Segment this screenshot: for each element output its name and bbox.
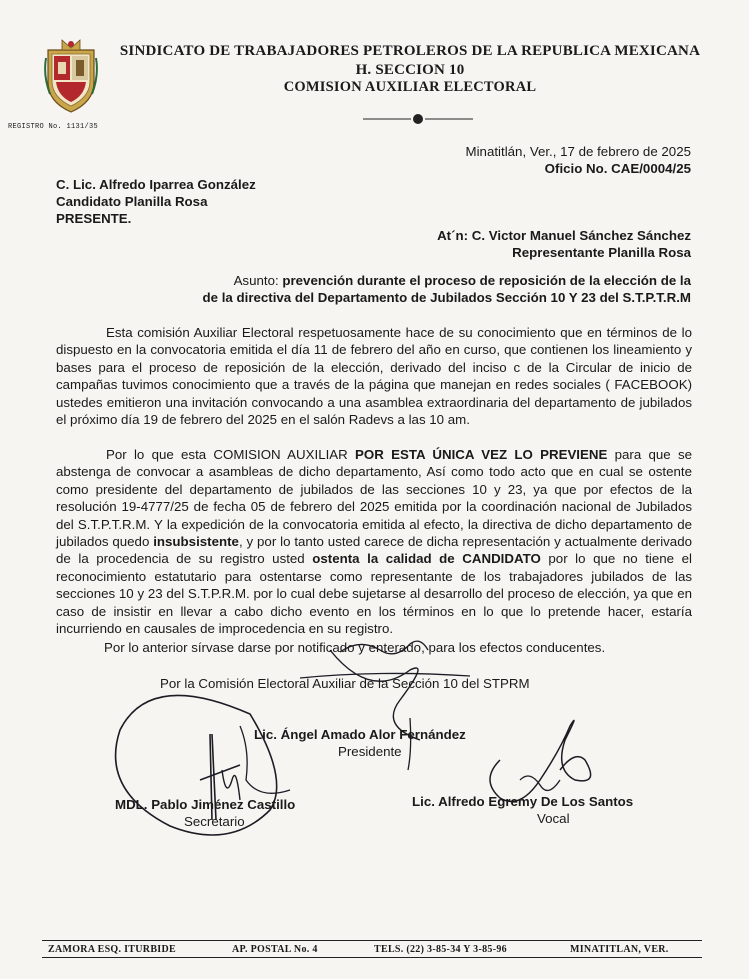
header-ornament	[363, 112, 473, 126]
footer-address: ZAMORA ESQ. ITURBIDE	[48, 944, 176, 955]
footer-bottom-rule	[42, 957, 702, 958]
oficio-number: Oficio No. CAE/0004/25	[544, 161, 691, 176]
p2-part-a: Por lo que esta COMISION AUXILIAR	[106, 447, 356, 462]
recipient-role: Candidato Planilla Rosa	[56, 194, 208, 209]
attention-line: At´n: C. Victor Manuel Sánchez Sánchez	[437, 228, 691, 243]
secretary-name: MDL. Pablo Jiménez Castillo	[115, 797, 296, 812]
footer-po-box: AP. POSTAL No. 4	[232, 944, 318, 955]
signoff-text: Por la Comisión Electoral Auxiliar de la Sección 10 del STPRM	[160, 676, 530, 691]
footer-city: MINATITLAN, VER.	[570, 944, 669, 955]
attention-role: Representante Planilla Rosa	[512, 245, 691, 260]
subject-line-2: de la directiva del Departamento de Jubilados Sección 10 Y 23 del S.T.P.T.R.M	[202, 290, 691, 305]
vocal-role: Vocal	[537, 811, 570, 826]
subject-text-1: prevención durante el proceso de reposición de la elección de la	[282, 273, 691, 288]
paragraph-2	[56, 446, 692, 637]
union-name: SINDICATO DE TRABAJADORES PETROLEROS DE LA REPUBLICA MEXICANA	[119, 43, 701, 59]
commission-name: COMISION AUXILIAR ELECTORAL	[283, 79, 537, 95]
presente: PRESENTE.	[56, 211, 132, 226]
closing-text: Por lo anterior sírvase darse por notificado y enterado, para los efectos conducentes.	[104, 640, 606, 655]
p2-candidato: ostenta la calidad de CANDIDATO	[312, 551, 541, 567]
paragraph-1: Esta comisión Auxiliar Electoral respetuosamente hace de su conocimiento que en términos de lo dispuesto en la convocatoria emitida el día 11 de febrero del año en curso, que contienen los lineamiento y bases para el proceso de reposición de la elección, derivado del inciso c de la Circular de inicio de campañas tuvimos conocimiento que a través de la página que manejan en redes sociales ( FACEBOOK) ustedes emitieron una invitación convocando a una asamblea extraordinaria del departamento de jubilados el próximo día 19 de febrero del 2025 en el salón Radevs a las 10 am.	[56, 325, 692, 428]
subject-line-1	[234, 273, 691, 288]
footer-top-rule	[42, 940, 702, 941]
president-name: Lic. Ángel Amado Alor Fernández	[254, 727, 466, 742]
registro-number: REGISTRO No. 1131/35	[8, 123, 99, 131]
p2-part-g: por lo que no tiene el reconocimiento estatutario para ostentarse como representante de los trabajadores jubilados de las secciones 10 y 23 del S.T.P.R.M. por lo cual debe sujetarse al desarrollo del proceso de elección, ya que en caso de insistir en llevar a cabo dicho evento en los términos en lo que lo pretende hacer, estaría incurriendo en causales de improcedencia en su registro.	[56, 551, 692, 637]
section-name: H. SECCION 10	[355, 62, 465, 78]
p2-insubsistente: insubsistente	[153, 534, 239, 550]
subject-label: Asunto:	[233, 273, 279, 288]
president-role: Presidente	[338, 744, 402, 759]
place-date: Minatitlán, Ver., 17 de febrero de 2025	[465, 144, 691, 159]
recipient-name: C. Lic. Alfredo Iparrea González	[56, 177, 256, 192]
footer-phones: TELS. (22) 3-85-34 Y 3-85-96	[374, 944, 507, 955]
vocal-name: Lic. Alfredo Egremy De Los Santos	[412, 794, 634, 809]
p2-warning: POR ESTA ÚNICA VEZ LO PREVIENE	[355, 447, 608, 462]
p2-part-e: , y por lo tanto usted carece de dicha representación y actualmente derivado de la procedencia de su registro usted	[56, 534, 692, 567]
secretary-role: Secretario	[184, 814, 245, 829]
union-emblem-logo	[44, 36, 98, 114]
p2-part-c: para que se abstenga de convocar a asambleas de dicho departamento, Así como todo acto que en cual se ostente como presidente del departamento de jubilados de las secciones 10 y 23, ya que por efectos de la resolución 19-4777/25 de fecha 05 de febrero del 2025 emitida por la coordinación nacional de Jubilados del S.T.P.T.R.M. Y la expedición de la convocatoria emitida al efecto, la directiva de dicho departamento de jubilados quedo	[56, 447, 692, 550]
